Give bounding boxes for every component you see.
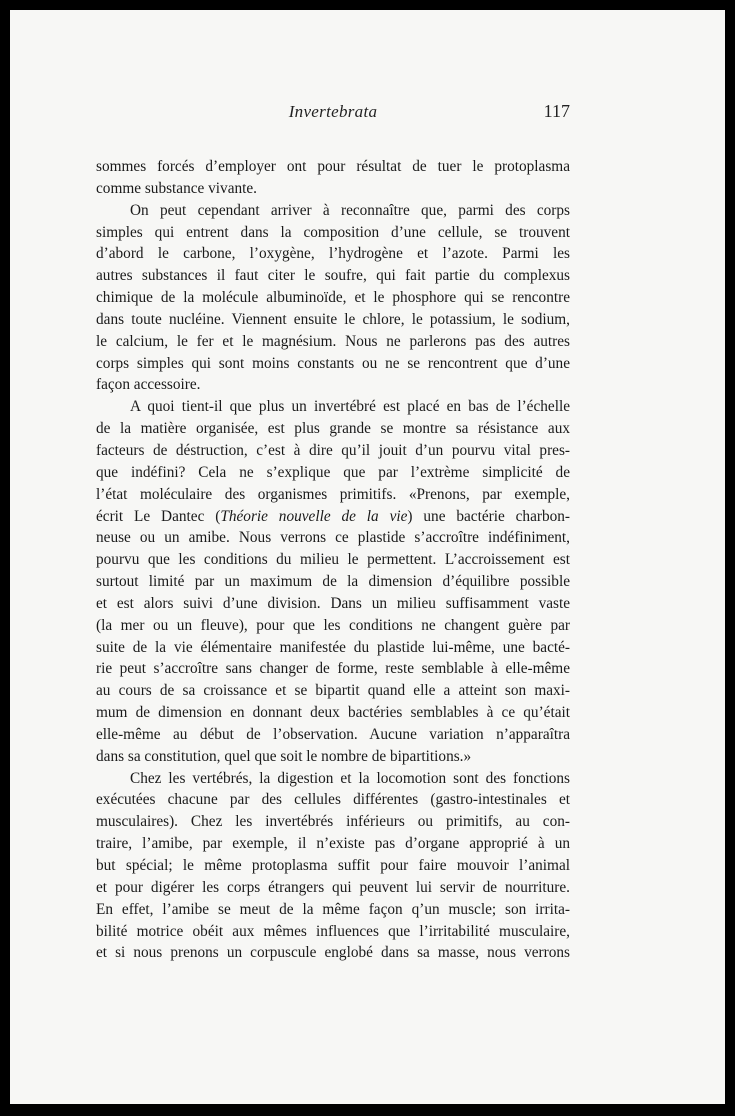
text-line: simples qui entrent dans la composition d’une cellule, se trouvent [96,223,570,241]
text-line-with-italic [96,506,570,528]
text-line: dans toute nucléine. Viennent ensuite le chlore, le potassium, le sodium, [96,310,570,328]
text-line: Chez les vertébrés, la digestion et la locomotion sont des fonctions [130,769,570,787]
text-line: de la matière organisée, est plus grande se montre sa résistance aux [96,420,570,438]
text-line: neuse ou un amibe. Nous verrons ce plastide s’accroître indéfiniment, [96,529,570,547]
text-segment: écrit Le Dantec ( [96,507,221,525]
text-line: A quoi tient-il que plus un invertébré est placé en bas de l’échelle [130,398,570,416]
italic-book-title: Théorie nouvelle de la vie [220,507,408,525]
text-line: et est alors suivi d’une division. Dans un milieu suffisamment vaste [96,594,570,612]
text-line: facteurs de déstruction, c’est à dire qu’il jouit d’un pourvu vital pres- [96,441,570,459]
text-line: chimique de la molécule albuminoïde, et le phosphore qui se rencontre [96,289,570,307]
text-line: l’état moléculaire des organismes primitifs. «Prenons, par exemple, [96,485,570,503]
text-line: mum de dimension en donnant deux bactéries semblables à ce qu’était [96,704,570,722]
running-title: Invertebrata [288,102,378,121]
text-line: dans sa constitution, quel que soit le nombre de bipartitions.» [96,747,472,765]
paragraph [96,396,570,767]
text-line: but spécial; le même protoplasma suffit pour faire mouvoir l’animal [96,857,570,874]
text-line: musculaires). Chez les invertébrés inférieurs ou primitifs, au con- [96,813,570,831]
book-page [10,10,725,1104]
text-line: exécutées chacune par des cellules différentes (gastro-intestinales et [96,791,570,809]
body-text [96,156,570,964]
page-header [96,102,570,126]
paragraph [96,200,570,397]
text-line: corps simples qui sont moins constants ou ne se rencontrent que d’une [96,354,570,372]
text-line: comme substance vivante. [96,179,257,197]
text-line: le calcium, le fer et le magnésium. Nous ne parlerons pas des autres [96,332,570,350]
text-line: sommes forcés d’employer ont pour résultat de tuer le protoplasma [96,158,570,175]
text-line: En effet, l’amibe se meut de la même façon q’un muscle; son irrita- [96,900,570,918]
text-line: au cours de sa croissance et se bipartit quand elle a atteint son maxi- [96,682,570,700]
text-line: façon accessoire. [96,376,201,394]
text-line: On peut cependant arriver à reconnaître que, parmi des corps [130,201,570,219]
text-line: que indéfini? Cela ne s’explique que par l’extrème simplicité de [96,463,570,481]
text-line: surtout limité par un maximum de la dimension d’équilibre possible [96,573,570,591]
text-line: elle-même au début de l’observation. Aucune variation n’apparaîtra [96,725,570,743]
text-line: pourvu que les conditions du milieu le permettent. L’accroissement est [96,551,570,569]
text-line: et pour digérer les corps étrangers qui peuvent lui servir de nourriture. [96,878,570,896]
paragraph [96,768,570,965]
text-line: d’abord le carbone, l’oxygène, l’hydrogène et l’azote. Parmi les [96,245,570,263]
text-line: traire, l’amibe, par exemple, il n’existe pas d’organe approprié à un [96,835,570,853]
text-segment: ) une bactérie charbon- [407,507,570,525]
text-line: et si nous prenons un corpuscule englobé dans sa masse, nous verrons [96,944,570,962]
text-line: suite de la vie élémentaire manifestée du plastide lui-même, une bacté- [96,638,570,656]
text-line: autres substances il faut citer le soufre, qui fait partie du complexus [96,267,570,285]
text-line: (la mer ou un fleuve), pour que les conditions ne changent guère par [96,616,570,634]
text-line: rie peut s’accroître sans changer de forme, reste semblable à elle-même [96,660,570,678]
page-number: 117 [543,101,570,121]
text-line: bilité motrice obéit aux mêmes influences que l’irritabilité musculaire, [96,922,570,940]
paragraph [96,156,570,200]
